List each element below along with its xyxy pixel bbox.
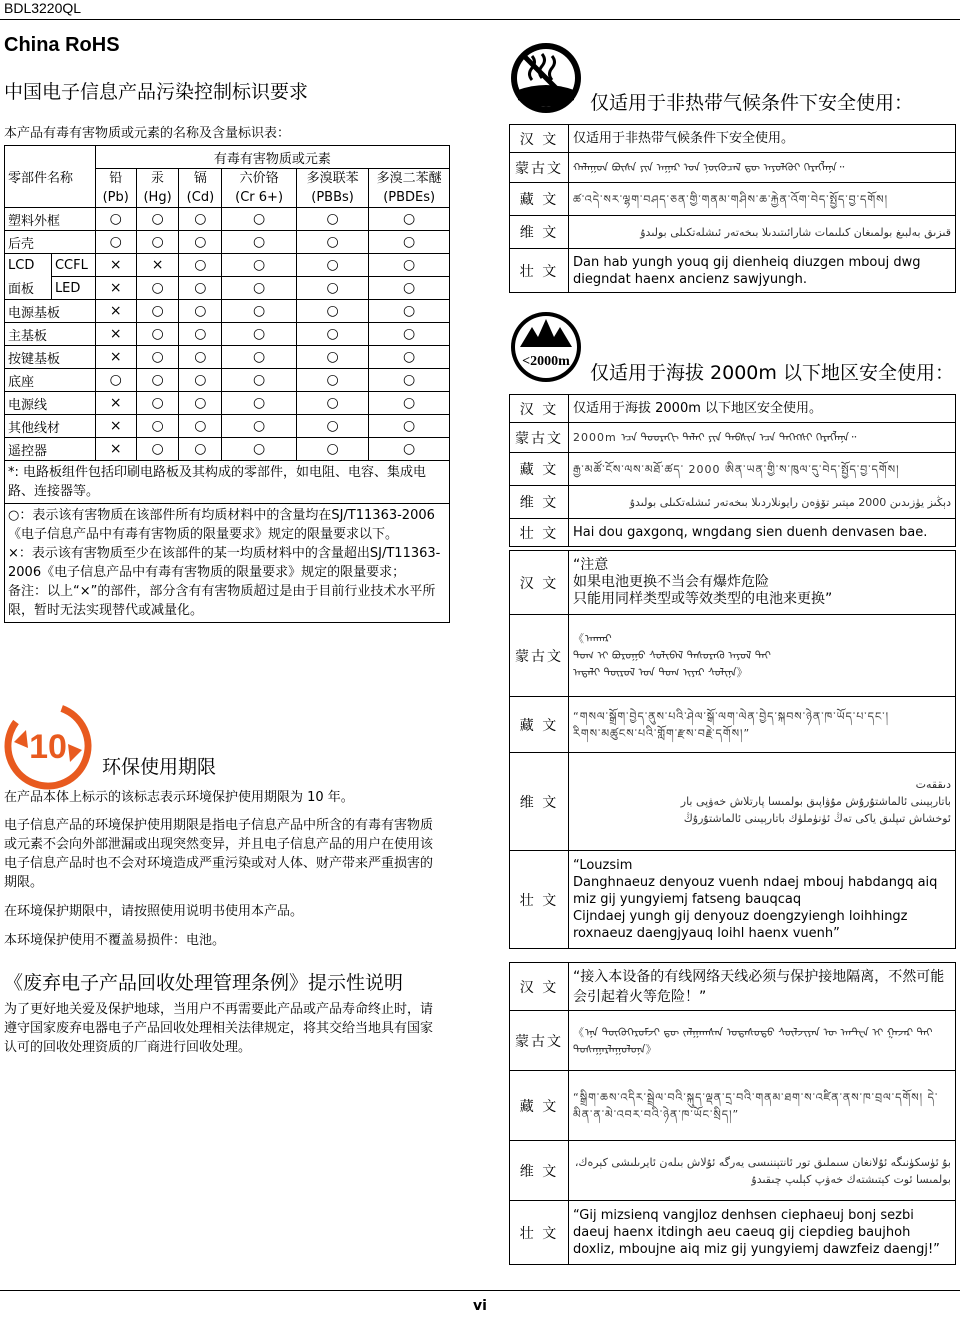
substance-header: 多溴联苯 (PBBs): [296, 169, 368, 208]
no-tropical-climate-icon: [508, 40, 584, 116]
epup-paragraph: 在产品本体上标示的该标志表示环境保护使用期限为 10 年。: [4, 790, 354, 805]
part-name-header: 零部件名称: [5, 146, 96, 208]
mark-cell: ○: [222, 346, 297, 369]
mark-cell: ○: [136, 346, 179, 369]
mark-cell: ○: [369, 277, 450, 300]
mark-cell: ○: [296, 369, 368, 392]
altitude-uyghur: دېڭىز يۈزىدىن 2000 مېتىر تۆۋەن رايونلاردىلا بىخەتەر ئىشلەتكىلى بولىدۇ: [569, 486, 956, 519]
tropical-title: 仅适用于非热带气候条件下安全使用：: [590, 92, 914, 114]
mark-cell: ○: [179, 208, 222, 231]
part-name: 主基板: [5, 323, 96, 346]
mark-cell: ○: [136, 392, 179, 415]
mark-cell: ○: [369, 346, 450, 369]
battery-mongolian-line: ᠠᠳᠠᠯᠢ ᠲᠥᠷᠥᠯ ᠤᠨ ᠲᠤᠭ ᠢᠶᠠᠷ ᠰᠣᠯᠢᠨᠠ》: [573, 666, 749, 679]
battery-zhuang-line: Danghnaeuz denyouz vuenh ndaej mbouj habdangq aiq miz gij yungyiemj fatseng bauqcaq: [573, 875, 938, 907]
mark-cell: ○: [95, 208, 136, 231]
part-name: 后壳: [5, 231, 96, 254]
page-number: vi: [473, 1298, 487, 1314]
mark-cell: ○: [222, 438, 297, 461]
mark-cell: ○: [95, 369, 136, 392]
lang-zhuang: 壮 文: [510, 1201, 569, 1265]
epup-paragraph: 电子信息产品的环境保护使用期限是指电子信息产品中所含的有毒有害物质或元素不会向外部泄漏或出现突然变异，并且电子信息产品的用户在使用该电子信息产品时也不会对环境造成严重污染或对人体、财产带来严重损害的期限。: [4, 818, 434, 890]
mark-cell: ○: [222, 323, 297, 346]
mark-cell: ○: [179, 323, 222, 346]
header-divider: [0, 19, 960, 20]
antenna-uyghur: بۇ ئۈسكۈنىگە ئۇلانغان سىملىق تور ئانتېننىسى يەرگە ئۇلاش بىلەن ئايرىلىشى كېرەك، بولمىسا ئوت كېتىشتەك خەۋپ كېلىپ چىقىدۇ: [569, 1141, 956, 1201]
mark-cell: ○: [296, 208, 368, 231]
mark-cell: ○: [296, 231, 368, 254]
note-cross-meaning: ×：表示该有害物质至少在该部件的某一均质材料中的含量超出SJ/T11363-2006《电子信息产品中有毒有害物质的限量要求》规定的限量要求；: [8, 546, 441, 580]
part-name: 按键基板: [5, 346, 96, 369]
part-name: 底座: [5, 369, 96, 392]
rohs-heading: China RoHS: [4, 34, 120, 56]
lang-uyghur: 维 文: [510, 753, 569, 851]
lang-tibetan: 藏 文: [510, 183, 569, 216]
mark-cell: ○: [179, 369, 222, 392]
mark-cell: ○: [136, 438, 179, 461]
antenna-han: “接入本设备的有线网络天线必须与保护接地隔离，不然可能会引起着火等危险！”: [569, 963, 956, 1011]
battery-tibetan-line: རིགས་མཚུངས་པའི་གློག་རྫས་བརྗེ་དགོས།”: [573, 726, 751, 740]
mark-cell: ○: [296, 438, 368, 461]
note-remark: 备注：以上“×”的部件，部分含有有害物质超过是由于目前行业技术水平所限，暂时无法实现替代或减量化。: [8, 584, 436, 618]
battery-han-line: “注意: [573, 557, 609, 573]
battery-han: [569, 551, 956, 615]
lang-han: 汉 文: [510, 125, 569, 153]
tropical-han: 仅适用于非热带气候条件下安全使用。: [569, 125, 956, 153]
rohs-section: [4, 34, 450, 623]
battery-warning-table: [509, 550, 956, 949]
mark-cell: ○: [296, 323, 368, 346]
mark-cell: ○: [222, 231, 297, 254]
battery-zhuang-line: Cijndaej yungh gij denyouz doengzyiengh loihhingz roxnaeuz daengjyauq loihl haenx vuenh”: [573, 909, 908, 941]
lang-uyghur: 维 文: [510, 216, 569, 249]
lang-mongolian: 蒙古文: [510, 615, 569, 697]
part-name: CCFL: [51, 254, 95, 277]
mark-cell: ○: [296, 277, 368, 300]
lang-han: 汉 文: [510, 551, 569, 615]
table-row: [5, 438, 450, 461]
mark-cell: ○: [136, 369, 179, 392]
tropical-uyghur: قىزىق بەلبىغ بولمىغان كىلىمات شارائىتىدىلا بىخەتەر ئىشلەتكىلى بولىدۇ: [569, 216, 956, 249]
lang-zhuang: 壮 文: [510, 249, 569, 293]
substance-header: 镉 (Cd): [179, 169, 222, 208]
antenna-tibetan: “སྒྲིག་ཆས་འདིར་སྦྲེལ་བའི་སྐུད་ལྡན་དྲ་བའི་གནམ་ཐག་ས་འཛིན་ནས་ཁ་བྲལ་དགོས། དེ་མིན་ན་མེ་འབར་བའི་ཉེན་ཁ་ཡོང་སྲིད།”: [569, 1071, 956, 1141]
lang-han: 汉 文: [510, 963, 569, 1011]
mark-cell: ○: [136, 323, 179, 346]
altitude-han: 仅适用于海拔 2000m 以下地区安全使用。: [569, 395, 956, 423]
rohs-subtitle: 本产品有毒有害物质或元素的名称及含量标识表：: [4, 126, 291, 141]
battery-uyghur-line: ئوخشاش تىپلىق ياكى تەڭ ئۈنۈملۈك باتارېيىنى ئالماشتۇرۇڭ: [683, 812, 951, 825]
mark-cell: ○: [222, 369, 297, 392]
altitude-mongolian: 2000m ᠡᠴᠡ ᠳᠣᠣᠷᠠᠬᠢ ᠳᠠᠯᠠᠢ ᠶᠢᠨ ᠲᠡᠪᠰᠢᠨ ᠡᠴᠡ ᠳᠡᠭᠡᠭᠰᠢ ᠬᠡᠷᠡᠭᠯᠡᠨᠡ᠃: [569, 423, 956, 453]
mark-cell: ○: [136, 277, 179, 300]
table-note: *: 电路板组件包括印刷电路板及其构成的零部件，如电阻、电容、集成电路、连接器等。: [5, 461, 450, 504]
tropical-zhuang: Dan hab yungh youq gij dienheiq diuzgen mbouj dwg diegndat haenx ancienz sawjyungh.: [569, 249, 956, 293]
mark-cell: ○: [136, 231, 179, 254]
substance-header: 汞 (Hg): [136, 169, 179, 208]
battery-uyghur-line: باتارېيىنى ئالماشتۇرۇش مۇۋاپىق بولمىسا پارتلاش خەۋپى بار: [680, 795, 951, 808]
lang-mongolian: 蒙古文: [510, 423, 569, 453]
substance-header: 六价铬 (Cr 6+): [222, 169, 297, 208]
part-name: 电源线: [5, 392, 96, 415]
altitude-badge-text: <2000m: [522, 354, 570, 369]
table-row: [5, 254, 450, 277]
mark-cell: ○: [179, 277, 222, 300]
table-row: [5, 208, 450, 231]
mark-cell: ×: [95, 415, 136, 438]
mark-cell: ○: [222, 208, 297, 231]
mark-cell: ○: [136, 415, 179, 438]
mark-cell: ○: [179, 300, 222, 323]
epup-title: 环保使用期限: [102, 756, 217, 778]
substance-header: 铅 (Pb): [95, 169, 136, 208]
panel-label: 面板: [5, 277, 52, 300]
lang-tibetan: 藏 文: [510, 1071, 569, 1141]
footer-divider: [0, 1290, 960, 1291]
mark-cell: ○: [296, 392, 368, 415]
table-row: [5, 323, 450, 346]
mark-cell: ○: [222, 277, 297, 300]
lcd-label: LCD: [5, 254, 52, 277]
substance-header: 多溴二苯醚 (PBDEs): [369, 169, 450, 208]
battery-zhuang: [569, 851, 956, 949]
mark-cell: ○: [296, 346, 368, 369]
table-note: [5, 504, 450, 623]
mark-cell: ×: [95, 277, 136, 300]
mark-cell: ○: [369, 231, 450, 254]
mark-cell: ○: [222, 254, 297, 277]
mark-cell: ○: [179, 392, 222, 415]
mark-cell: ○: [222, 392, 297, 415]
mark-cell: ○: [296, 415, 368, 438]
mark-cell: ○: [369, 254, 450, 277]
lang-zhuang: 壮 文: [510, 851, 569, 949]
mark-cell: ×: [95, 323, 136, 346]
note-circle-meaning: ○：表示该有害物质在该部件所有均质材料中的含量均在SJ/T11363-2006《电子信息产品中有毒有害物质的限量要求》规定的限量要求以下。: [8, 508, 435, 542]
mark-cell: ○: [179, 346, 222, 369]
table-row: [5, 231, 450, 254]
mark-cell: ○: [179, 254, 222, 277]
part-name: 塑料外框: [5, 208, 96, 231]
part-name: 遥控器: [5, 438, 96, 461]
mark-cell: ×: [95, 346, 136, 369]
antenna-mongolian: 《ᠡᠨᠡ ᠲᠥᠬᠥᠭᠡᠷᠦᠮᠵᠢ ᠳᠦ ᠵᠠᠯᠭᠠᠭᠰᠠᠨ ᠤᠲᠠᠰᠤᠲᠤ ᠰᠦᠯᠵᠢᠶᠡᠨ ᠦ ᠠᠨᠲ᠋ᠸᠨ ᠢ ᠭᠠᠵᠠᠷ ᠲᠠᠢ ᠲᠤᠰᠠᠭᠠᠷᠯᠠᠭᠤᠯᠤᠨᠠ》: [569, 1011, 956, 1071]
tropical-mongolian: ᠬᠠᠯᠠᠭᠤᠨ ᠪᠦᠰᠡ ᠶᠢᠨ ᠠᠭᠠᠷ ᠤᠨ ᠨᠦᠬᠦᠴᠡᠯ ᠳᠦ ᠠᠶᠤᠯᠭᠦᠢ ᠬᠡᠷᠡᠭᠯᠡᠨᠡ᠃: [569, 153, 956, 183]
lang-zhuang: 壮 文: [510, 519, 569, 547]
battery-mongolian: [569, 615, 956, 697]
mark-cell: ○: [369, 369, 450, 392]
table-row: [5, 369, 450, 392]
rohs-title: 中国电子信息产品污染控制标识要求: [4, 81, 309, 103]
lang-han: 汉 文: [510, 395, 569, 423]
epup-paragraph: 在环境保护期限中，请按照使用说明书使用本产品。: [4, 904, 304, 919]
altitude-language-table: [509, 394, 956, 547]
part-name: 电源基板: [5, 300, 96, 323]
battery-han-line: 如果电池更换不当会有爆炸危险: [573, 574, 769, 590]
lang-mongolian: 蒙古文: [510, 153, 569, 183]
mark-cell: ○: [179, 415, 222, 438]
mark-cell: ○: [369, 392, 450, 415]
mark-cell: ○: [369, 300, 450, 323]
weee-body: 为了更好地关爱及保护地球，当用户不再需要此产品或产品寿命终止时，请遵守国家废弃电器电子产品回收处理相关法律规定，将其交给当地具有国家认可的回收处理资质的厂商进行回收处理。: [4, 1002, 434, 1055]
mark-cell: ○: [369, 415, 450, 438]
battery-uyghur-line: دىققەت: [915, 778, 951, 791]
mark-cell: ○: [222, 415, 297, 438]
lang-mongolian: 蒙古文: [510, 1011, 569, 1071]
battery-han-line: 只能用同样类型或等效类型的电池来更换”: [573, 591, 833, 607]
lang-tibetan: 藏 文: [510, 453, 569, 486]
altitude-tibetan: རྒྱ་མཚོ་ངོས་ལས་མཐོ་ཚད་ 2000 ཨིན་ཡན་གྱི་ས་ཁུལ་དུ་བེད་སྤྱོད་བྱ་དགོས།: [569, 453, 956, 486]
battery-tibetan-line: “གསལ་སྒྲོག་བྱེད་ནུས་པའི་ཤེལ་སྒོ་ལག་ལེན་བྱེད་སྐབས་ཉེན་ཁ་ཡོད་པ་དང་།: [573, 709, 890, 723]
mark-cell: ○: [136, 208, 179, 231]
battery-zhuang-line: “Louzsim: [573, 858, 633, 873]
mark-cell: ○: [296, 300, 368, 323]
part-name: 其他线材: [5, 415, 96, 438]
altitude-limit-icon: [508, 309, 584, 385]
epup-paragraph: 本环境保护使用不覆盖易损件：电池。: [4, 933, 226, 948]
mark-cell: ×: [95, 438, 136, 461]
lang-uyghur: 维 文: [510, 486, 569, 519]
antenna-zhuang: “Gij mizsienq vangjloz denhsen ciephaeuj bonj sezbi daeuj haenx itdingh aeu caeuq gij ciepdieg baujhoh doxliz, mboujne aiq miz gij yungyiemj dawzfeiz daengj!”: [569, 1201, 956, 1265]
battery-uyghur: [569, 753, 956, 851]
lang-tibetan: 藏 文: [510, 697, 569, 753]
mark-cell: ○: [179, 231, 222, 254]
battery-mongolian-line: ᠲᠤᠭ ᠢ ᠪᠤᠷᠤᠭᠤ ᠰᠣᠯᠢᠪᠠᠯ ᠲᠡᠰᠦᠷᠡᠬᠦ ᠠᠶᠤᠯ ᠲᠠᠢ: [573, 649, 771, 662]
document-model: BDL3220QL: [4, 0, 82, 16]
mark-cell: ○: [369, 323, 450, 346]
mark-cell: ×: [95, 392, 136, 415]
mark-cell: ○: [369, 208, 450, 231]
table-row: [5, 392, 450, 415]
altitude-title: 仅适用于海拔 2000m 以下地区安全使用：: [590, 362, 954, 384]
battery-mongolian-line: 《ᠠᠨᠬᠠᠷ: [573, 632, 612, 645]
mark-cell: ○: [136, 300, 179, 323]
hazardous-substance-table: [4, 145, 450, 623]
tropical-language-table: [509, 124, 956, 293]
tropical-tibetan: ཚ་འདེ་སར་ལྷག་བཤད་ཅན་གྱི་གནམ་གཤིས་ཆ་རྐྱེན་འོག་བེད་སྤྱོད་བྱ་དགོས།: [569, 183, 956, 216]
weee-title: 《废弃电子产品回收处理管理条例》提示性说明: [4, 972, 404, 994]
battery-tibetan: [569, 697, 956, 753]
substance-group-header: 有毒有害物质或元素: [95, 146, 449, 169]
antenna-warning-table: [509, 962, 956, 1265]
mark-cell: ×: [95, 254, 136, 277]
table-row: [5, 277, 450, 300]
epup-10-icon: [4, 702, 92, 790]
mark-cell: ○: [296, 254, 368, 277]
table-row: [5, 346, 450, 369]
altitude-zhuang: Hai dou gaxgonq, wngdang sien duenh denvasen bae.: [569, 519, 956, 547]
mark-cell: ○: [222, 300, 297, 323]
mark-cell: ○: [95, 231, 136, 254]
table-row: [5, 300, 450, 323]
mark-cell: ×: [136, 254, 179, 277]
lang-uyghur: 维 文: [510, 1141, 569, 1201]
mark-cell: ×: [95, 300, 136, 323]
mark-cell: ○: [369, 438, 450, 461]
table-row: [5, 415, 450, 438]
mark-cell: ○: [179, 438, 222, 461]
part-name: LED: [51, 277, 95, 300]
epup-number: 10: [29, 728, 67, 766]
